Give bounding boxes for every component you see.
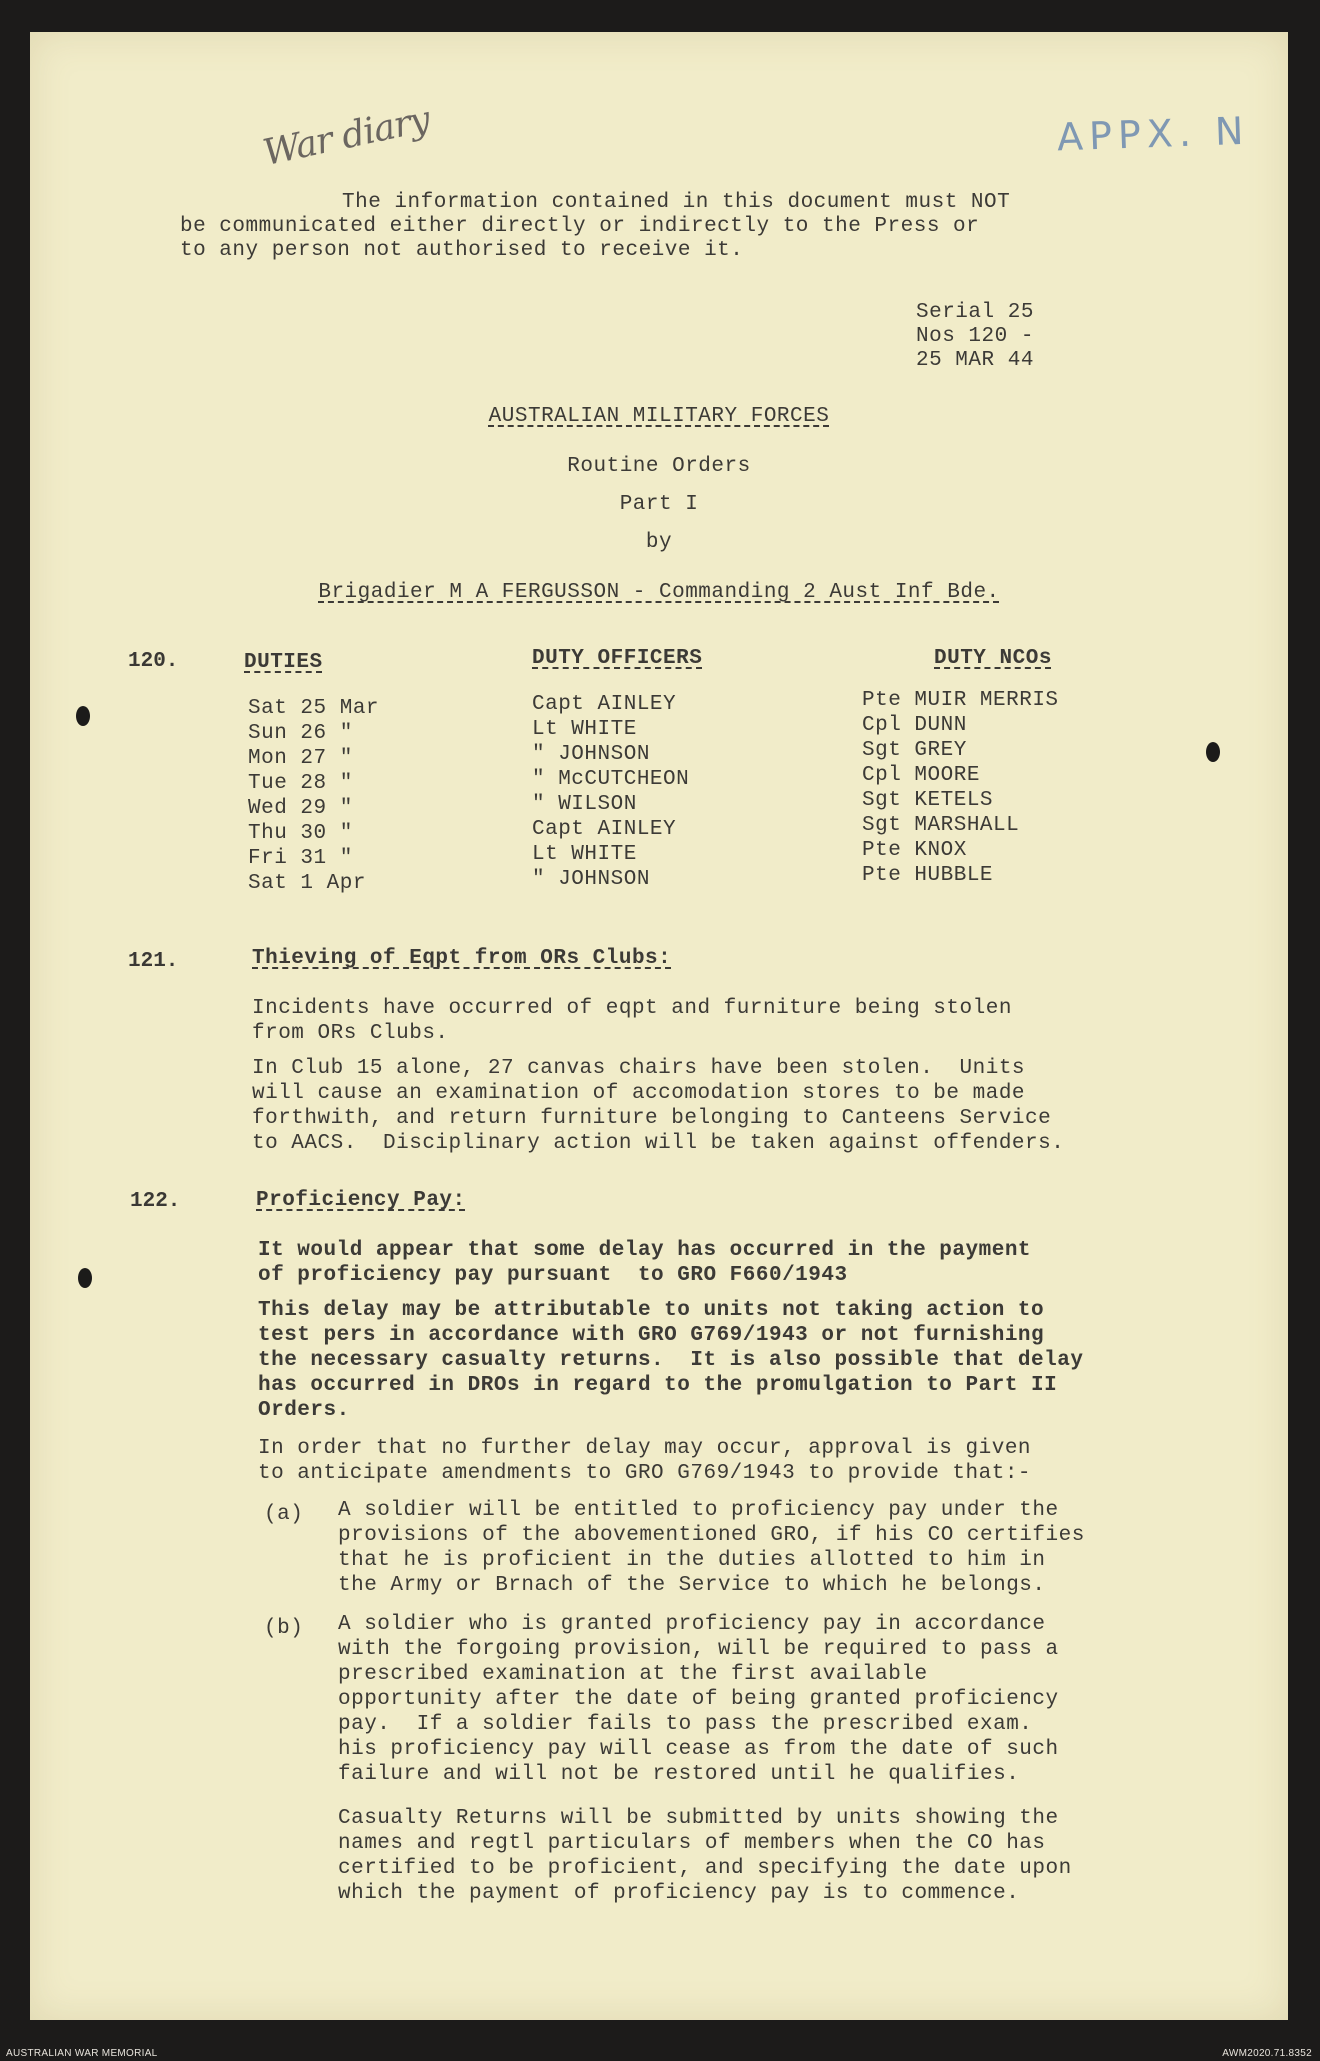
punch-hole [78, 1268, 92, 1288]
serial-date: 25 MAR 44 [916, 349, 1034, 372]
duty-officers-header: DUTY OFFICERS [532, 647, 703, 670]
duty-nco: Pte KNOX [862, 839, 967, 862]
item-number-120: 120. [128, 650, 179, 673]
sub-item-a-text: A soldier will be entitled to proficiency pay under the provisions of the abovementioned GRO, if his CO certifies that he is proficient in the duties allotted to him in the Army or Brnach of the Service to which he belongs. [338, 1499, 1085, 1597]
appendix-annotation: APPX. N [1056, 108, 1251, 160]
sub-item-b-text: A soldier who is granted proficiency pay in accordance with the forgoing provision, will be required to pass a prescribed examination at the first available opportunity after the date of being granted proficiency pay. If a soldier fails to pass the prescribed exam. his proficiency pay will cease as from the date of such failure and will not be restored until he qualifies. [338, 1613, 1059, 1786]
item-number-122: 122. [130, 1190, 181, 1213]
part-title: Part I [619, 493, 699, 516]
item-122-para-3: In order that no further delay may occur, approval is given to anticipate amendments to GRO G769/1943 to provide that:- [258, 1437, 1032, 1485]
duty-officers-column [532, 692, 689, 892]
doc-title: Routine Orders [567, 455, 751, 478]
duty-day: Fri 31 " [248, 847, 353, 870]
duty-nco: Pte HUBBLE [862, 864, 994, 887]
duty-day: Tue 28 " [248, 772, 353, 795]
item-121-para-1: Incidents have occurred of eqpt and furniture being stolen from ORs Clubs. [252, 997, 1012, 1045]
item-122-para-4: Casualty Returns will be submitted by units showing the names and regtl particulars of members when the CO has certified to be proficient, and specifying the date upon which the payment of proficiency pay is to commence. [338, 1807, 1072, 1905]
duty-nco: Pte MUIR MERRIS [862, 689, 1059, 712]
footer-archive-name: AUSTRALIAN WAR MEMORIAL [6, 2048, 158, 2059]
notice-line-3: to any person not authorised to receive it. [180, 239, 744, 262]
punch-hole [76, 706, 90, 726]
item-122-heading: Proficiency Pay: [256, 1189, 466, 1212]
document-page [30, 32, 1288, 2020]
duty-nco: Sgt GREY [862, 739, 967, 762]
item-122-para-2: This delay may be attributable to units not taking action to test pers in accordance with GRO G769/1943 or not furnishing the necessary casualty returns. It is also possible that delay has occurred in DROs in regard to the promulgation to Part II Orders. [258, 1299, 1084, 1422]
duty-officer: " JOHNSON [532, 743, 650, 766]
duty-day: Sun 26 " [248, 722, 353, 745]
duty-days-column [248, 696, 379, 896]
item-number-121: 121. [128, 950, 179, 973]
duty-ncos-header: DUTY NCOs [934, 647, 1052, 670]
duty-nco: Sgt MARSHALL [862, 814, 1020, 837]
duty-nco: Cpl DUNN [862, 714, 967, 737]
item-121-heading: Thieving of Eqpt from ORs Clubs: [252, 947, 672, 970]
duty-officer: Capt AINLEY [532, 818, 677, 841]
item-122-para-1: It would appear that some delay has occurred in the payment of proficiency pay pursuant to GRO F660/1943 [258, 1239, 1032, 1287]
duty-day: Thu 30 " [248, 822, 353, 845]
item-121-para-2: In Club 15 alone, 27 canvas chairs have been stolen. Units will cause an examination of accomodation stores to be made forthwith, and return furniture belonging to Canteens Service to AACS. Disciplinary action will be taken against offenders. [252, 1057, 1065, 1155]
commander-line: Brigadier M A FERGUSSON - Commanding 2 Aust Inf Bde. [318, 581, 1000, 604]
duties-header: DUTIES [244, 651, 323, 674]
duty-officer: " McCUTCHEON [532, 768, 690, 791]
footer-accession-number: AWM2020.71.8352 [1222, 2048, 1312, 2059]
duty-officer: Lt WHITE [532, 718, 637, 741]
duty-officer: Lt WHITE [532, 843, 637, 866]
duty-nco: Sgt KETELS [862, 789, 994, 812]
duty-officer: Capt AINLEY [532, 693, 677, 716]
duty-officer: " JOHNSON [532, 868, 650, 891]
notice-line-2: be communicated either directly or indirectly to the Press or [180, 215, 980, 238]
duty-day: Sat 1 Apr [248, 872, 366, 895]
by-line: by [645, 531, 673, 554]
duty-day: Wed 29 " [248, 797, 353, 820]
duty-day: Sat 25 Mar [248, 697, 380, 720]
pencil-annotation: War diary [259, 98, 433, 175]
notice-line-1: The information contained in this document must NOT [342, 191, 1011, 214]
duty-ncos-column [862, 688, 1059, 888]
sub-item-a-label: (a) [264, 1503, 304, 1526]
duty-nco: Cpl MOORE [862, 764, 980, 787]
serial-nos: Nos 120 - [916, 325, 1034, 348]
punch-hole [1206, 742, 1220, 762]
serial-number: Serial 25 [916, 301, 1034, 324]
duty-officer: " WILSON [532, 793, 637, 816]
org-title: AUSTRALIAN MILITARY FORCES [488, 405, 830, 428]
sub-item-b-label: (b) [264, 1617, 304, 1640]
duty-day: Mon 27 " [248, 747, 353, 770]
